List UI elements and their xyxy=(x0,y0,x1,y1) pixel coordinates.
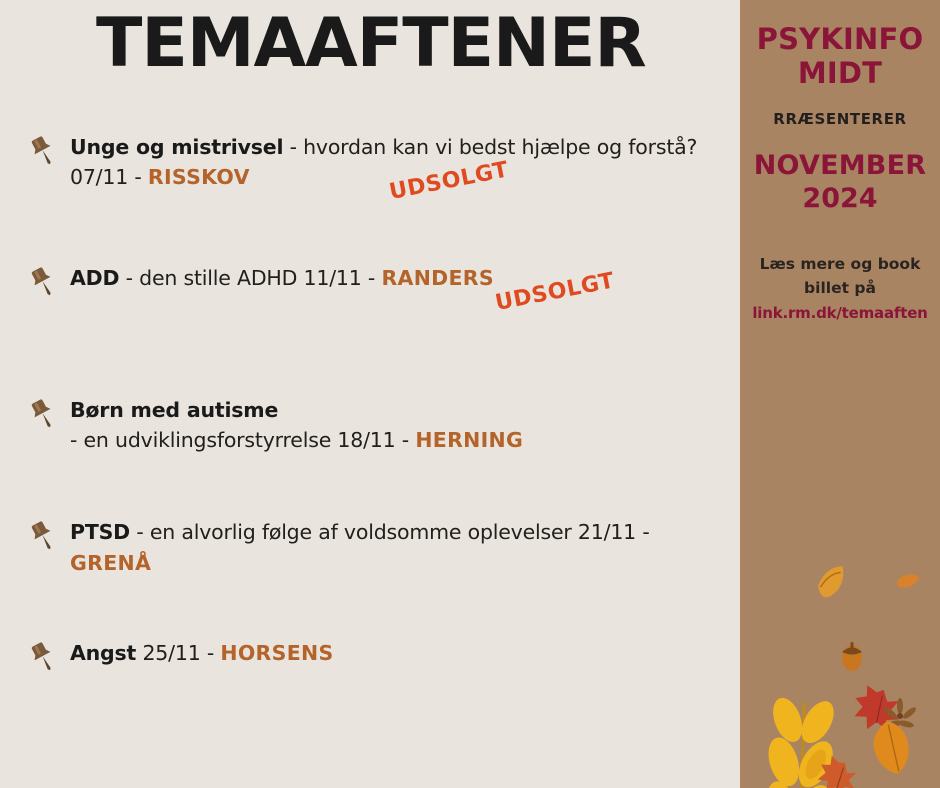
event-text xyxy=(70,263,726,293)
event-text xyxy=(70,395,726,456)
list-item[interactable] xyxy=(26,263,726,323)
list-item[interactable] xyxy=(26,132,726,205)
event-text xyxy=(70,638,726,668)
event-title: PTSD xyxy=(70,520,130,545)
booking-line-1: Læs mere og book xyxy=(759,255,921,274)
event-description: - hvordan kan vi bedst hjælpe og forstå? 07/11 - xyxy=(70,135,698,190)
poster-sidebar xyxy=(740,0,940,788)
list-item[interactable] xyxy=(26,638,726,698)
autumn-leaves-decoration xyxy=(740,458,940,788)
pushpin-icon xyxy=(26,397,60,431)
event-description: 25/11 - xyxy=(136,640,221,665)
event-description: - den stille ADHD 11/11 - xyxy=(119,265,382,290)
event-title: Angst xyxy=(70,640,137,665)
pushpin-icon xyxy=(26,134,60,168)
status-badge: UDSOLGT xyxy=(493,268,617,316)
event-title: Børn med autisme xyxy=(70,397,279,422)
event-place: HERNING xyxy=(415,427,524,452)
event-title: ADD xyxy=(70,265,120,290)
booking-link[interactable]: link.rm.dk/temaaften xyxy=(752,304,928,323)
event-place: RISSKOV xyxy=(147,165,250,190)
month-label: NOVEMBER xyxy=(753,150,927,182)
list-item[interactable] xyxy=(26,517,726,578)
event-title: Unge og mistrivsel xyxy=(70,135,284,159)
event-place: HORSENS xyxy=(220,640,334,665)
presents-label: RRÆSENTERER xyxy=(773,110,907,129)
status-badge: UDSOLGT xyxy=(387,157,511,205)
booking-line-2: billet på xyxy=(804,279,876,298)
year-label: 2024 xyxy=(802,183,878,215)
pushpin-icon xyxy=(26,519,60,553)
brand-line-1: PSYKINFO xyxy=(756,22,924,56)
brand-line-2: MIDT xyxy=(797,56,883,91)
event-place: GRENÅ xyxy=(70,550,152,575)
event-description: - en alvorlig følge af voldsomme oplevelser 21/11 - xyxy=(130,520,650,545)
event-description: - en udviklingsforstyrrelse 18/11 - xyxy=(70,427,416,452)
brand-name xyxy=(740,22,940,90)
booking-info xyxy=(740,252,940,325)
page-title: TEMAAFTENER xyxy=(96,4,646,83)
event-text xyxy=(70,517,726,578)
events-list xyxy=(26,132,726,698)
pushpin-icon xyxy=(26,265,60,299)
pushpin-icon xyxy=(26,640,60,674)
event-place: RANDERS xyxy=(381,265,494,290)
list-item[interactable] xyxy=(26,395,726,456)
